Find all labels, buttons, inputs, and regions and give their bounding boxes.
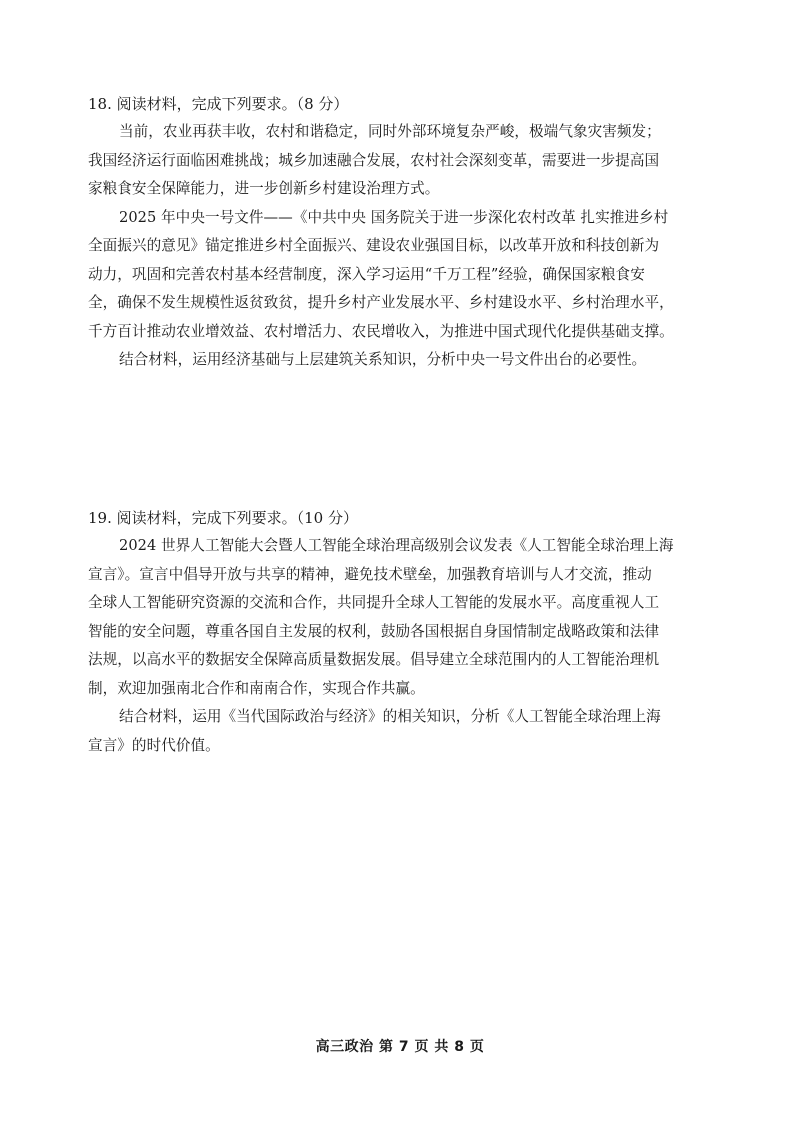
q19-line-3: 全球人工智能研究资源的交流和合作，共同提升全球人工智能的发展水平。高度重视人工 [88,594,660,611]
q18-line-1: 当前，农业再获丰收，农村和谐稳定，同时外部环境复杂严峻，极端气象灾害频发； [119,123,661,140]
q19-line-4: 智能的安全问题，尊重各国自主发展的权利，鼓励各国根据自身国情制定战略政策和法律 [88,622,660,640]
q19-line-5: 法规，以高水平的数据安全保障高质量数据发展。倡导建立全球范围内的人工智能治理机 [88,651,660,668]
question-19-title: 19. 阅读材料，完成下列要求。（10 分） [88,509,358,527]
page-footer: 高三政治 第 7 页 共 8 页 [315,1039,485,1055]
q18-line-8: 千方百计推动农业增效益、农村增活力、农民增收入，为推进中国式现代化提供基础支撑。 [88,322,674,340]
question-18-title: 18. 阅读材料，完成下列要求。（8 分） [88,95,349,113]
question-19-material [88,532,728,760]
question-19-prompt-cont: 宣言》的时代价值。 [88,736,220,754]
q18-line-7: 全，确保不发生规模性返贫致贫，提升乡村产业发展水平、乡村建设水平、乡村治理水平， [88,294,674,311]
q18-line-5: 全面振兴的意见》锚定推进乡村全面振兴、建设农业强国目标，以改革开放和科技创新为 [88,237,660,254]
question-18-material [88,118,728,375]
q18-line-3: 家粮食安全保障能力，进一步创新乡村建设治理方式。 [88,180,440,197]
q19-line-1: 2024 世界人工智能大会暨人工智能全球治理高级别会议发表《人工智能全球治理上海 [119,537,674,554]
q18-line-2: 我国经济运行面临困难挑战；城乡加速融合发展，农村社会深刻变革，需要进一步提高国 [88,151,660,169]
q19-line-2: 宣言》。宣言中倡导开放与共享的精神，避免技术壁垒，加强教育培训与人才交流，推动 [88,565,652,583]
question-19-prompt: 结合材料，运用《当代国际政治与经济》的相关知识，分析《人工智能全球治理上海 [119,708,661,725]
question-18-prompt: 结合材料，运用经济基础与上层建筑关系知识，分析中央一号文件出台的必要性。 [119,351,647,368]
q19-line-6: 制，欢迎加强南北合作和南南合作，实现合作共赢。 [88,679,425,697]
q18-line-6: 动力，巩固和完善农村基本经营制度，深入学习运用“千万工程”经验，确保国家粮食安 [88,265,645,283]
q18-line-4: 2025 年中央一号文件——《中共中央 国务院关于进一步深化农村改革 扎实推进乡村 [119,208,669,226]
